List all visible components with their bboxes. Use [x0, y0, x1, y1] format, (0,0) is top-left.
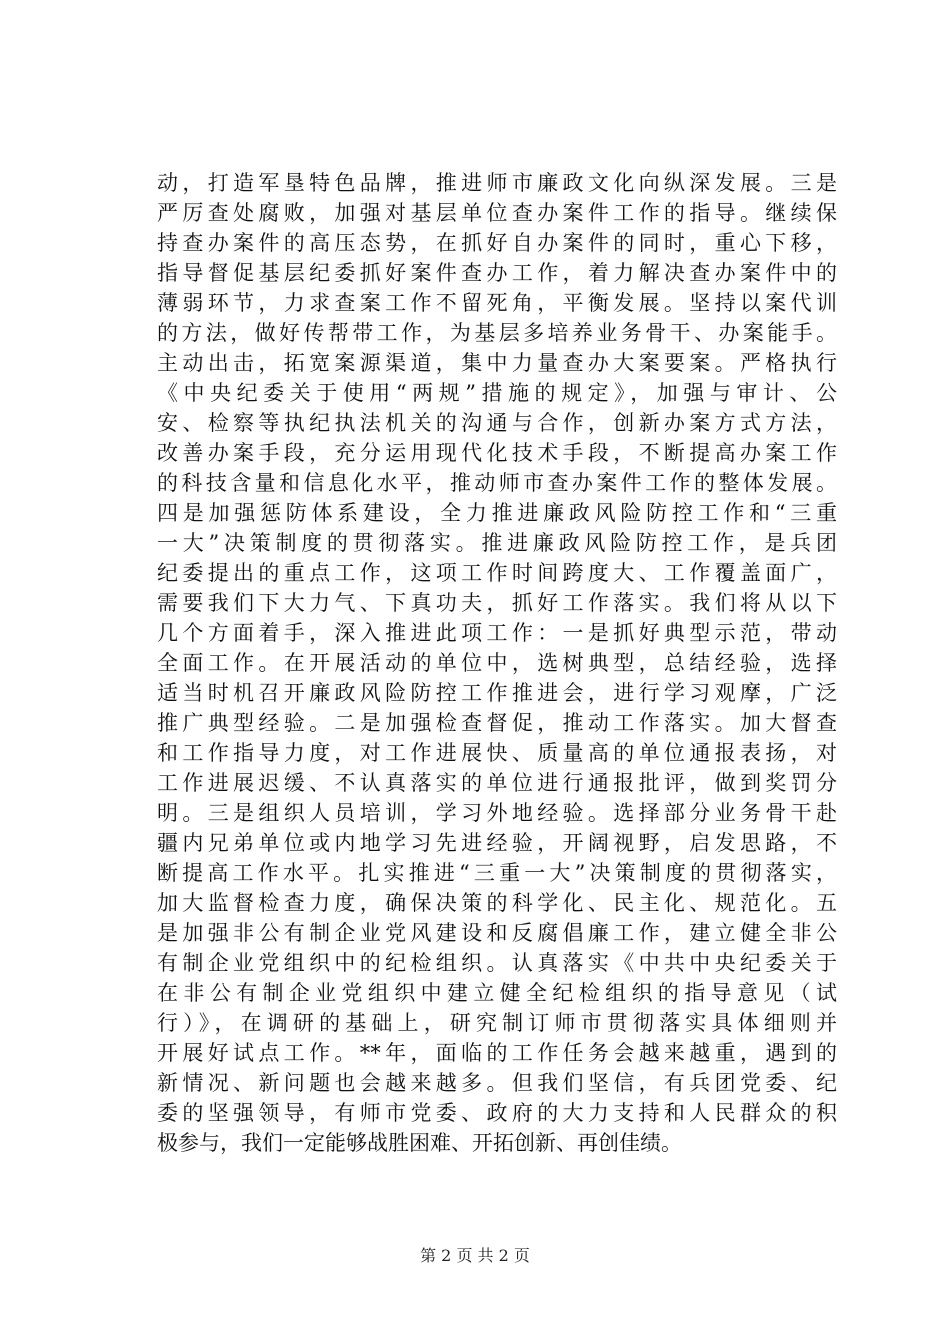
body-text-line: 薄弱环节，力求查案工作不留死角，平衡发展。坚持以案代训 [157, 291, 837, 315]
body-text-line: 几个方面着手，深入推进此项工作：一是抓好典型示范，带动 [157, 621, 837, 645]
body-text-line: 需要我们下大力气、下真功夫，抓好工作落实。我们将从以下 [157, 591, 837, 615]
body-text-line: 适当时机召开廉政风险防控工作推进会，进行学习观摩，广泛 [157, 681, 837, 705]
body-text-line: 在非公有制企业党组织中建立健全纪检组织的指导意见（试 [157, 981, 837, 1005]
body-text-line: 动，打造军垦特色品牌，推进师市廉政文化向纵深发展。三是 [157, 171, 837, 195]
body-text-line: 安、检察等执纪执法机关的沟通与合作，创新办案方式方法， [157, 411, 837, 435]
body-text-line: 持查办案件的高压态势，在抓好自办案件的同时，重心下移， [157, 231, 837, 255]
body-text-line: 行）》，在调研的基础上，研究制订师市贯彻落实具体细则并 [157, 1011, 837, 1035]
body-text-line: 指导督促基层纪委抓好案件查办工作，着力解决查办案件中的 [157, 261, 837, 285]
body-text-line: 一大”决策制度的贯彻落实。推进廉政风险防控工作，是兵团 [157, 531, 837, 555]
body-text-line: 的方法，做好传帮带工作，为基层多培养业务骨干、办案能手。 [157, 321, 837, 345]
body-text-line: 《中央纪委关于使用“两规”措施的规定》，加强与审计、公 [157, 381, 837, 405]
body-text-line: 工作进展迟缓、不认真落实的单位进行通报批评，做到奖罚分 [157, 771, 837, 795]
body-text-line: 严厉查处腐败，加强对基层单位查办案件工作的指导。继续保 [157, 201, 837, 225]
body-text-line: 是加强非公有制企业党风建设和反腐倡廉工作，建立健全非公 [157, 921, 837, 945]
body-text-line: 加大监督检查力度，确保决策的科学化、民主化、规范化。五 [157, 891, 837, 915]
body-text-line: 和工作指导力度，对工作进展快、质量高的单位通报表扬，对 [157, 741, 837, 765]
body-text-line: 断提高工作水平。扎实推进“三重一大”决策制度的贯彻落实， [157, 861, 837, 885]
body-text-line: 极参与，我们一定能够战胜困难、开拓创新、再创佳绩。 [157, 1131, 682, 1155]
body-text-line: 推广典型经验。二是加强检查督促，推动工作落实。加大督查 [157, 711, 837, 735]
body-text-line: 四是加强惩防体系建设，全力推进廉政风险防控工作和“三重 [157, 501, 837, 525]
body-text-line: 新情况、新问题也会越来越多。但我们坚信，有兵团党委、纪 [157, 1071, 837, 1095]
body-text-line: 开展好试点工作。**年，面临的工作任务会越来越重，遇到的 [157, 1041, 837, 1065]
body-text-line: 全面工作。在开展活动的单位中，选树典型，总结经验，选择 [157, 651, 837, 675]
page-number-footer: 第 2 页 共 2 页 [420, 1246, 530, 1265]
body-text-line: 改善办案手段，充分运用现代化技术手段，不断提高办案工作 [157, 441, 837, 465]
body-text-line: 委的坚强领导，有师市党委、政府的大力支持和人民群众的积 [157, 1101, 837, 1125]
body-text-line: 主动出击，拓宽案源渠道，集中力量查办大案要案。严格执行 [157, 351, 837, 375]
body-text-line: 纪委提出的重点工作，这项工作时间跨度大、工作覆盖面广， [157, 561, 837, 585]
body-text-line: 的科技含量和信息化水平，推动师市查办案件工作的整体发展。 [157, 471, 837, 495]
body-text-line: 有制企业党组织中的纪检组织。认真落实《中共中央纪委关于 [157, 951, 837, 975]
body-text-line: 明。三是组织人员培训，学习外地经验。选择部分业务骨干赴 [157, 801, 837, 825]
body-text-line: 疆内兄弟单位或内地学习先进经验，开阔视野，启发思路，不 [157, 831, 837, 855]
